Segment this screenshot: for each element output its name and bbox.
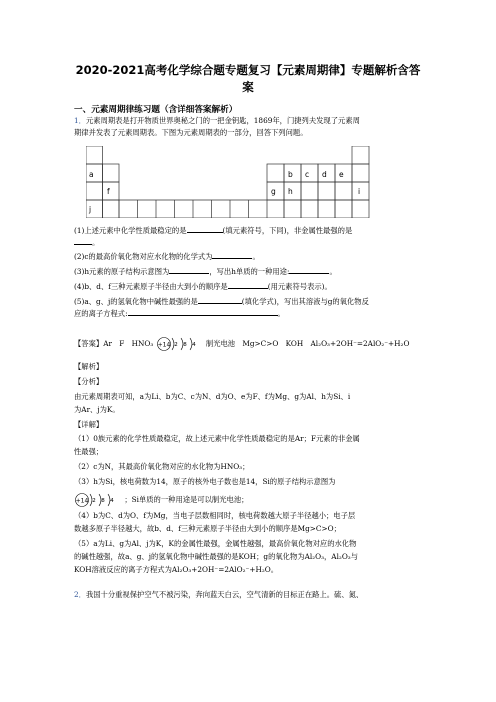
detail-3-diagram-line <box>74 492 426 508</box>
table-letters <box>88 170 360 214</box>
atom-shell-electrons: 2 <box>92 498 96 504</box>
table-cell-letter: g <box>271 187 276 196</box>
atom-nucleus-charge: +14 <box>157 341 170 349</box>
fenxi-text-2: 为Ar、j为K。 <box>74 405 120 414</box>
title-line-2: 案 <box>242 80 254 94</box>
q2-line-1 <box>74 590 426 600</box>
p1-text-b: (填元素符号，下同)，非金属性最强的是 <box>222 226 353 235</box>
q2-text: 我国十分重视保护空气不被污染，奔向蓝天白云，空气清新的目标正在路上。硫、氮、 <box>85 590 364 599</box>
q1-part-5-cont <box>74 307 426 319</box>
si-atom-structure-diagram-2 <box>74 492 122 508</box>
p5-text-a: (5)a、g、j的氢氧化物中碱性最强的是 <box>74 297 198 306</box>
q1-part-2 <box>74 250 426 262</box>
q1-intro-line-2: 期律并发表了元素周期表。下图为元素周期表的一部分，回答下列问题。 <box>74 128 308 137</box>
answer-blank[interactable] <box>74 236 92 245</box>
answer-blank[interactable] <box>228 280 268 289</box>
p5-text-d: 。 <box>277 309 285 318</box>
table-cell-letter: j <box>89 205 92 214</box>
answer-blank[interactable] <box>169 265 209 274</box>
answer-blank[interactable] <box>187 224 223 233</box>
p3-text-b: ，写出h单质的一种用途: <box>209 267 290 276</box>
title-line-1: 2020-2021高考化学综合题专题复习【元素周期律】专题解析含答 <box>75 63 421 77</box>
answer-blank[interactable] <box>128 307 278 316</box>
table-cell-letter: e <box>339 170 344 179</box>
q1-part-4 <box>74 280 426 292</box>
p5-text-b: (填化学式)，写出其溶液与g的氧化物反 <box>241 297 369 306</box>
detail-5-line-1: （5）a为Li、g为Al、j为K，K的金属性最强，金属性越强，最高价氧化物对应的水化物 <box>74 539 357 548</box>
q1-intro-line-1 <box>74 116 426 126</box>
q1-number: 1． <box>74 116 86 125</box>
answer-blank[interactable] <box>289 265 329 274</box>
q1-part-3 <box>74 265 426 277</box>
detail-5-line-2: 的碱性越强，故a、g、j的氢氧化物中碱性最强的是KOH；g的氧化物为Al₂O₃，Al₂O₃与 <box>74 552 359 561</box>
q2-number: 2． <box>74 590 86 599</box>
detail-1-line-1: （1）0族元素的化学性质最稳定，故上述元素中化学性质最稳定的是Ar；F元素的非金属 <box>74 434 360 443</box>
atom-shell-electrons: 8 <box>101 498 105 504</box>
p5-text-c: 应的离子方程式: <box>74 309 128 318</box>
p3-text-c: 。 <box>329 267 337 276</box>
q1-part-1-cont <box>74 236 426 248</box>
atom-nucleus-charge: +14 <box>75 497 89 505</box>
p2-text-b: 。 <box>252 252 260 261</box>
answer-blank[interactable] <box>212 250 252 259</box>
fenxi-label: 【分析】 <box>74 377 104 386</box>
si-atom-structure-diagram <box>156 336 204 352</box>
jiexi-label: 【解析】 <box>74 362 104 371</box>
table-cell-letter: i <box>358 187 361 196</box>
answer-text-b: 制光电池 Mg>C>O KOH Al₂O₃+2OH⁻=2AlO₂⁻+H₂O <box>205 339 410 348</box>
detail-4-line-1: （4）b为C、d为O、f为Mg，当电子层数相同时，核电荷数越大原子半径越小；电子层 <box>74 511 356 520</box>
detail-3-text-b: ；Si单质的一种用途是可以制光电池； <box>124 495 249 504</box>
p4-text-b: (用元素符号表示)。 <box>267 282 332 291</box>
document-title <box>60 62 436 96</box>
answer-text-a: Ar F HNO₃ <box>103 339 154 348</box>
q1-part-5 <box>74 295 426 307</box>
answer-blank[interactable] <box>198 295 242 304</box>
detail-1-line-2: 性最强； <box>74 447 104 456</box>
table-cell-letter: c <box>305 170 310 179</box>
p2-text-a: (2)c的最高价氧化物对应水化物的化学式为 <box>74 252 213 261</box>
table-grid <box>86 146 369 218</box>
detail-3: （3）h为Si，核电荷数为14，原子的核外电子数也是14，Si的原子结构示意图为 <box>74 477 336 486</box>
detail-2: （2）c为N，其最高价氧化物对应的水化物为HNO₃； <box>74 462 250 471</box>
atom-shell-electrons: 8 <box>182 342 187 348</box>
atom-shell-electrons: 4 <box>110 498 114 504</box>
table-cell-letter: h <box>288 187 293 196</box>
q1-intro-text-a: 元素周期表是打开物质世界奥秘之门的一把金钥匙，1869年，门捷列夫发现了元素周 <box>85 116 360 125</box>
atom-shell-electrons: 2 <box>173 342 178 348</box>
p3-text-a: (3)h元素的原子结构示意图为 <box>74 267 170 276</box>
answer-label: 【答案】 <box>74 339 104 348</box>
detail-5-line-3: KOH溶液反应的离子方程式为Al₂O₃+2OH⁻=2AlO₂⁻+H₂O。 <box>74 565 279 574</box>
fenxi-text-1: 由元素周期表可知，a为Li、b为C、c为N、d为O、e为F、f为Mg、g为Al、h为Si、i <box>74 392 351 401</box>
answer-line <box>74 336 426 352</box>
p4-text-a: (4)b、d、f三种元素原子半径由大到小的顺序是 <box>74 282 228 291</box>
atom-shell-electrons: 4 <box>191 342 196 348</box>
p1-text-a: (1)上述元素中化学性质最稳定的是 <box>74 226 187 235</box>
table-cell-letter: f <box>107 187 110 196</box>
periodic-table-figure <box>86 146 386 218</box>
table-cell-letter: a <box>89 170 94 179</box>
detail-4-line-2: 数越多原子半径越大，故b、d、f三种元素原子半径由大到小的顺序是Mg>C>O； <box>74 524 341 533</box>
table-cell-letter: b <box>288 170 293 179</box>
q1-part-1 <box>74 224 426 236</box>
table-cell-letter: d <box>322 170 327 179</box>
xiangjie-label: 【详解】 <box>74 420 104 429</box>
p1-text-c: 。 <box>92 238 100 247</box>
section-heading: 一、元素周期律练习题（含详细答案解析） <box>74 105 238 115</box>
